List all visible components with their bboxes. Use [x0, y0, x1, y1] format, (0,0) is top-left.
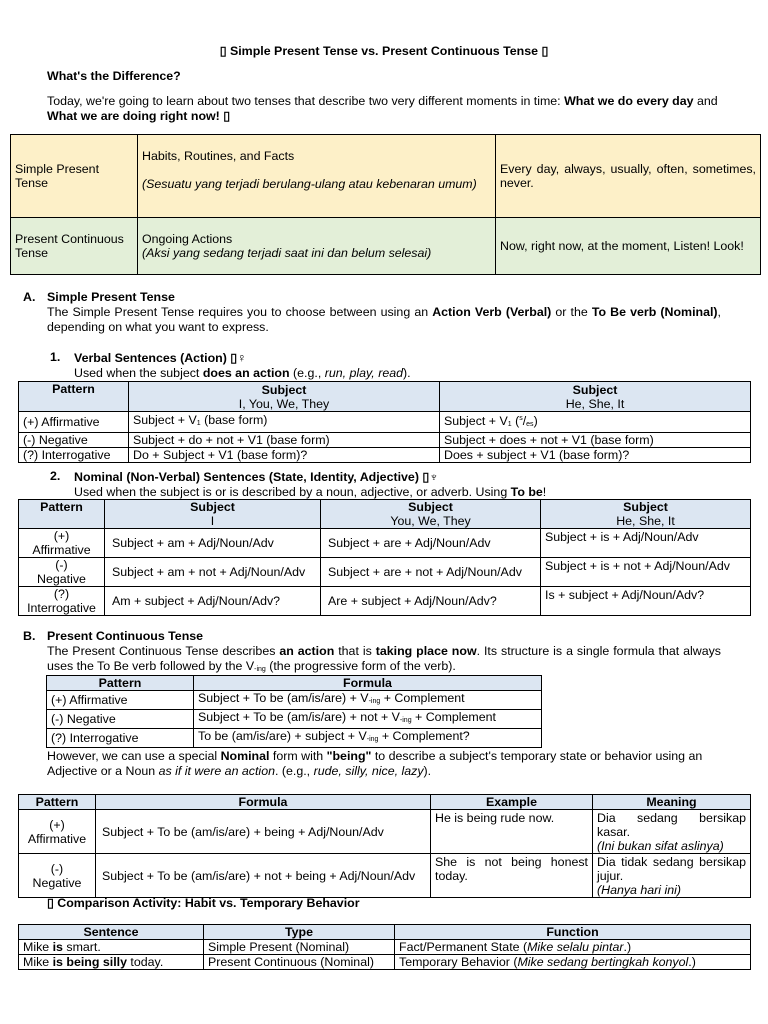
overview-table: [10, 134, 761, 275]
formula-cell: Subject + To be (am/is/are) + being + Adj/Noun/Adv: [96, 810, 431, 854]
formula-cell: Does + subject + V1 (base form)?: [440, 448, 751, 463]
section-b-heading: Present Continuous Tense: [47, 629, 204, 643]
section-b-paragraph: The Present Continuous Tense describes an action that is taking place now. Its structure is a single formula that always uses the To Be verb followed by the $V_{-ing}$ (the progressive form of the verb).: [47, 644, 721, 673]
formula-cell: Subject + am + not + Adj/Noun/Adv: [105, 558, 321, 587]
continuous-table: [46, 675, 542, 748]
column-header: Sentence: [19, 925, 204, 940]
section-a-heading: Simple Present Tense: [47, 290, 175, 304]
pattern-cell: (+) Affirmative: [19, 412, 129, 433]
column-header: Subject You, We, They: [321, 500, 541, 529]
column-header: Pattern: [47, 676, 194, 691]
pattern-cell: (+) Affirmative: [19, 810, 96, 854]
column-header: Meaning: [593, 795, 751, 810]
formula-cell: Subject + $V_1$ (base form): [129, 412, 440, 433]
signal-words-cell: Now, right now, at the moment, Listen! Look!: [496, 218, 761, 275]
pattern-cell: (+) Affirmative: [47, 691, 194, 710]
verbal-description: Used when the subject does an action (e.g., run, play, read).: [74, 366, 411, 380]
section-b-marker: B.: [23, 629, 36, 643]
column-header: Subject He, She, It: [541, 500, 751, 529]
column-header: Type: [204, 925, 395, 940]
meaning-cell: Dia sedang bersikap kasar. (Ini bukan sifat aslinya): [593, 810, 751, 854]
verbal-marker: 1.: [50, 350, 61, 364]
pattern-cell: (-) Negative: [47, 710, 194, 729]
column-header: Subject He, She, It: [440, 382, 751, 412]
table-row: [19, 448, 751, 463]
pattern-cell: (-) Negative: [19, 558, 105, 587]
pattern-cell: (?) Interrogative: [19, 587, 105, 616]
signal-words-cell: Every day, always, usually, often, sometimes, never.: [496, 135, 761, 218]
pattern-cell: (?) Interrogative: [19, 448, 129, 463]
table-row: [19, 810, 751, 854]
column-header: Formula: [194, 676, 542, 691]
comparison-table: [18, 924, 751, 970]
table-row: [19, 412, 751, 433]
column-header: Subject I, You, We, They: [129, 382, 440, 412]
table-row: [11, 218, 761, 275]
formula-cell: Do + Subject + V1 (base form)?: [129, 448, 440, 463]
formula-cell: Subject + are + not + Adj/Noun/Adv: [321, 558, 541, 587]
column-header: Pattern: [19, 500, 105, 529]
function-cell: Temporary Behavior (Mike sedang bertingkah konyol.): [395, 955, 751, 970]
table-row: [19, 587, 751, 616]
table-row: [19, 558, 751, 587]
table-row: [47, 729, 542, 748]
example-cell: She is not being honest today.: [431, 854, 593, 898]
formula-cell: Subject + To be $(am/is/are) + V_{-ing}$ + Complement: [194, 691, 542, 710]
header-row: [47, 676, 542, 691]
formula-cell: Subject + do + not + V1 (base form): [129, 433, 440, 448]
table-row: [19, 854, 751, 898]
formula-cell: Subject + am + Adj/Noun/Adv: [105, 529, 321, 558]
pattern-cell: (-) Negative: [19, 854, 96, 898]
subtitle: What's the Difference?: [47, 69, 181, 83]
usage-cell: Ongoing Actions (Aksi yang sedang terjadi saat ini dan belum selesai): [138, 218, 496, 275]
table-row: [19, 433, 751, 448]
verbal-heading: Verbal Sentences (Action) ▯♀: [74, 351, 247, 365]
column-header: Example: [431, 795, 593, 810]
formula-cell: Subject + To be (am/is/are) + not + $V_{-ing}$ + Complement: [194, 710, 542, 729]
page-title: ▯ Simple Present Tense vs. Present Continuous Tense ▯: [219, 44, 549, 58]
header-row: [19, 500, 751, 529]
formula-cell: Are + subject + Adj/Noun/Adv?: [321, 587, 541, 616]
column-header: Subject I: [105, 500, 321, 529]
column-header: Formula: [96, 795, 431, 810]
section-a-paragraph: The Simple Present Tense requires you to choose between using an Action Verb (Verbal) or the To Be verb (Nominal), depending on what you want to express.: [47, 305, 721, 334]
formula-cell: Subject + does + not + V1 (base form): [440, 433, 751, 448]
formula-cell: Is + subject + Adj/Noun/Adv?: [541, 587, 751, 616]
formula-cell: Subject + $V_1$ $(^s/_{es})$: [440, 412, 751, 433]
header-row: [19, 795, 751, 810]
sentence-cell: Mike is being silly today.: [19, 955, 204, 970]
verbal-table: [18, 381, 751, 463]
table-row: [19, 529, 751, 558]
nominal-description: Used when the subject is or is described by a noun, adjective, or adverb. Using To be!: [74, 485, 547, 499]
header-row: [19, 925, 751, 940]
usage-cell: Habits, Routines, and Facts (Sesuatu yang terjadi berulang-ulang atau kebenaran umum): [138, 135, 496, 218]
meaning-cell: Dia tidak sedang bersikap jujur. (Hanya hari ini): [593, 854, 751, 898]
function-cell: Fact/Permanent State (Mike selalu pintar.): [395, 940, 751, 955]
table-row: [19, 940, 751, 955]
formula-cell: Subject + is + not + Adj/Noun/Adv: [541, 558, 751, 587]
column-header: Function: [395, 925, 751, 940]
table-row: [11, 135, 761, 218]
nominal-heading: Nominal (Non-Verbal) Sentences (State, Identity, Adjective) ▯♆: [74, 470, 439, 484]
pattern-cell: (?) Interrogative: [47, 729, 194, 748]
being-table: [18, 794, 751, 898]
type-cell: Simple Present (Nominal): [204, 940, 395, 955]
formula-cell: Subject + To be (am/is/are) + not + being + Adj/Noun/Adv: [96, 854, 431, 898]
pattern-cell: (-) Negative: [19, 433, 129, 448]
table-row: [47, 710, 542, 729]
tense-cell: Present Continuous Tense: [11, 218, 138, 275]
formula-cell: Am + subject + Adj/Noun/Adv?: [105, 587, 321, 616]
column-header: Pattern: [19, 795, 96, 810]
nominal-marker: 2.: [50, 469, 61, 483]
pattern-cell: (+) Affirmative: [19, 529, 105, 558]
nominal-table: [18, 499, 751, 616]
example-cell: He is being rude now.: [431, 810, 593, 854]
intro-paragraph: Today, we're going to learn about two tenses that describe two very different moments in time: What we do every day and What we are doing right now! ▯: [47, 94, 718, 123]
table-row: [47, 691, 542, 710]
column-header: Pattern: [19, 382, 129, 412]
tense-cell: Simple Present Tense: [11, 135, 138, 218]
header-row: [19, 382, 751, 412]
sentence-cell: Mike is smart.: [19, 940, 204, 955]
formula-cell: Subject + are + Adj/Noun/Adv: [321, 529, 541, 558]
being-paragraph: However, we can use a special Nominal form with "being" to describe a subject's temporary state or behavior using an Adjective or a Noun as if it were an action. (e.g., rude, silly, nice, lazy).: [47, 749, 703, 778]
comparison-heading: ▯ Comparison Activity: Habit vs. Temporary Behavior: [47, 896, 360, 910]
section-a-marker: A.: [23, 290, 36, 304]
formula-cell: To be (am/is/are) + subject + $V_{-ing}$ + Complement?: [194, 729, 542, 748]
formula-cell: Subject + is + Adj/Noun/Adv: [541, 529, 751, 558]
type-cell: Present Continuous (Nominal): [204, 955, 395, 970]
table-row: [19, 955, 751, 970]
